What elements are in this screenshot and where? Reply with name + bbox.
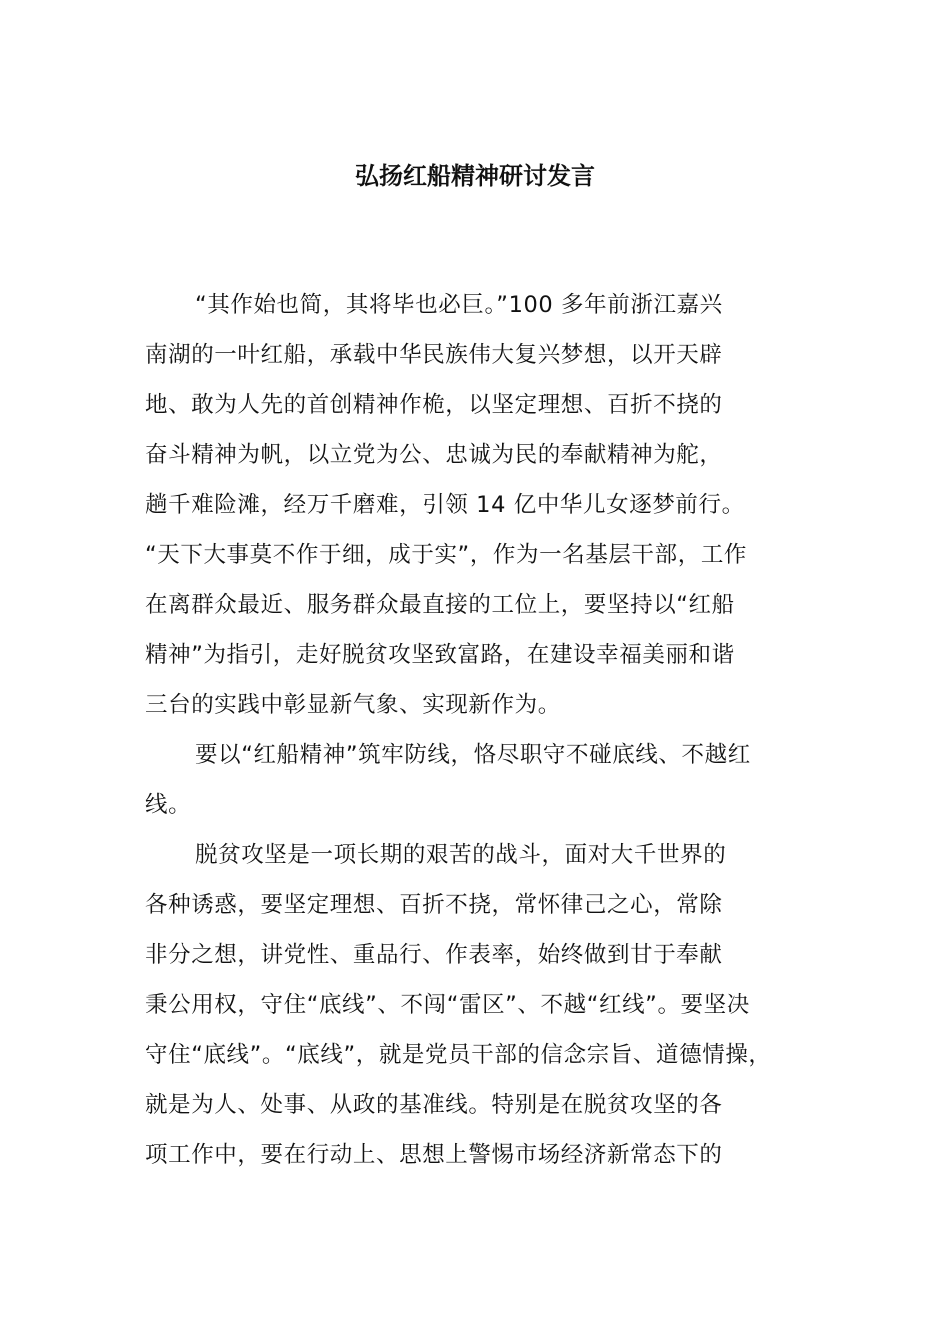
text-line: 趟千难险滩，经万千磨难，引领 14 亿中华儿女逐梦前行。 bbox=[145, 492, 745, 518]
text-line: 线。 bbox=[145, 792, 192, 818]
text-line: 秉公用权，守住“底线”、不闯“雷区”、不越“红线”。要坚决 bbox=[145, 992, 750, 1018]
text-line: 在离群众最近、服务群众最直接的工位上，要坚持以“红船 bbox=[145, 592, 735, 618]
text-line: 奋斗精神为帆，以立党为公、忠诚为民的奉献精神为舵， bbox=[145, 442, 723, 468]
text-line: 三台的实践中彰显新气象、实现新作为。 bbox=[145, 692, 561, 718]
text-line: “其作始也简，其将毕也必巨。”100 多年前浙江嘉兴 bbox=[195, 292, 723, 318]
document-body bbox=[145, 280, 835, 1180]
text-line: 地、敢为人先的首创精神作桅，以坚定理想、百折不挠的 bbox=[145, 392, 723, 418]
text-line: 就是为人、处事、从政的基准线。特别是在脱贫攻坚的各 bbox=[145, 1092, 723, 1118]
text-line: 非分之想，讲党性、重品行、作表率，始终做到甘于奉献 bbox=[145, 942, 723, 968]
text-line: 守住“底线”。“底线”，就是党员干部的信念宗旨、道德情操， bbox=[145, 1042, 772, 1068]
text-line: “天下大事莫不作于细，成于实”，作为一名基层干部，工作 bbox=[145, 542, 748, 568]
text-line: 要以“红船精神”筑牢防线，恪尽职守不碰底线、不越红 bbox=[195, 742, 751, 768]
document-title: 弘扬红船精神研讨发言 bbox=[355, 162, 595, 190]
text-line: 项工作中，要在行动上、思想上警惕市场经济新常态下的 bbox=[145, 1142, 723, 1168]
text-line: 脱贫攻坚是一项长期的艰苦的战斗，面对大千世界的 bbox=[195, 842, 727, 868]
text-line: 精神”为指引，走好脱贫攻坚致富路，在建设幸福美丽和谐 bbox=[145, 642, 735, 668]
text-line: 南湖的一叶红船，承载中华民族伟大复兴梦想，以开天辟 bbox=[145, 342, 723, 368]
text-line: 各种诱惑，要坚定理想、百折不挠，常怀律己之心，常除 bbox=[145, 892, 723, 918]
